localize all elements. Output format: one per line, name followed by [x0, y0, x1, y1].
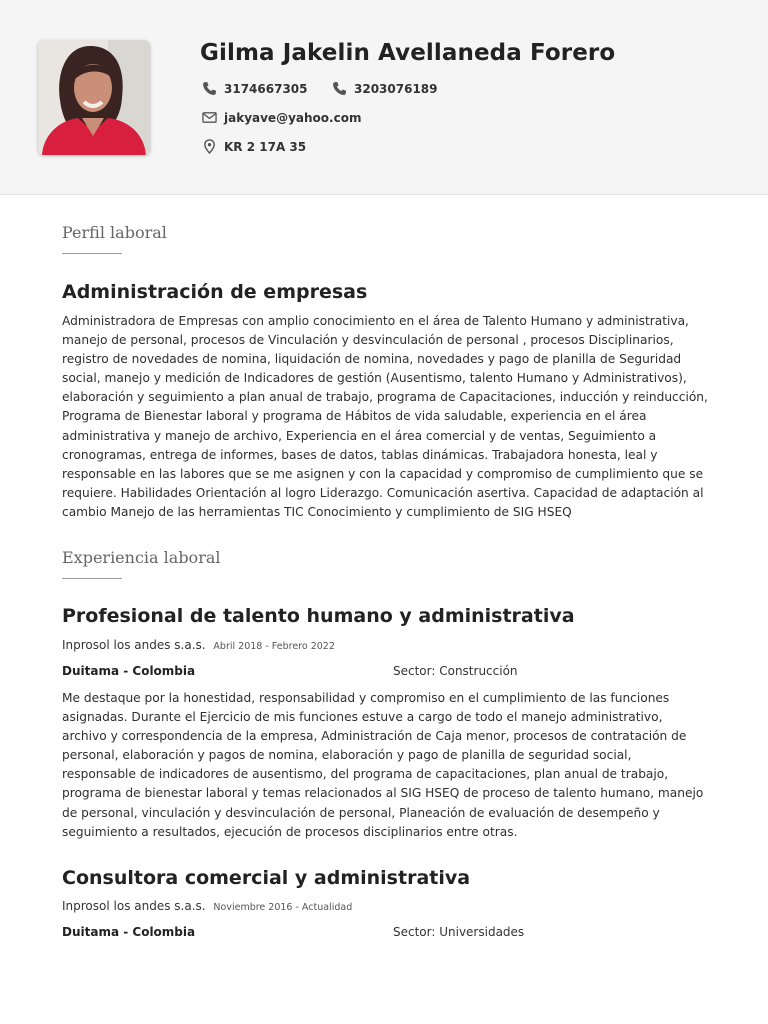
job-sector: Sector: Construcción: [393, 664, 518, 678]
perfil-summary: Administradora de Empresas con amplio conocimiento en el área de Talento Humano y administrativa, manejo de personal, procesos de Vinculación y desvinculación de personal , procesos Disciplinarios, registro de novedades de nomina, liquidación de nomina, novedades y pago de planilla de Seguridad social, manejo y medición de Indicadores de gestión (Ausentismo, talento Humano y Administrativos), elaboración y seguimiento a plan anual de trabajo, programa de Capacitaciones, inducción y reinducción, Programa de Bienestar laboral y programa de Hábitos de vida saludable, experiencia en el área administrativa y manejo de archivo, Experiencia en el área comercial y de ventas, Seguimiento a cronogramas, entrega de informes, bases de datos, tablas dinámicas. Trabajadora honesta, leal y responsable en las labores que se me asignen y con la capacidad y compromiso de cumplimiento que se requiere. Habilidades Orientación al logro Liderazgo. Comunicación asertiva. Capacidad de adaptación al cambio Manejo de las herramientas TIC Conocimiento y cumplimiento de SIG HSEQ: [62, 314, 708, 519]
phone-2-text: 3203076189: [354, 81, 438, 96]
profile-photo: [38, 40, 150, 155]
section-title-perfil: Perfil laboral: [62, 223, 167, 242]
phone-icon: [332, 81, 347, 96]
phone-2[interactable]: [332, 81, 438, 96]
address: [202, 139, 306, 154]
job-location: Duitama - Colombia: [62, 664, 196, 678]
email[interactable]: [202, 110, 361, 125]
location-pin-icon: [202, 139, 217, 154]
job-company: Inprosol los andes s.a.s.: [62, 638, 206, 652]
perfil-heading: Administración de empresas: [62, 281, 368, 303]
portrait-image: [38, 40, 150, 155]
email-text: jakyave@yahoo.com: [224, 110, 362, 125]
address-text: KR 2 17A 35: [224, 139, 307, 154]
envelope-icon: [202, 110, 217, 125]
job-location: Duitama - Colombia: [62, 925, 196, 939]
job-company-line: [62, 638, 335, 652]
job-company: Inprosol los andes s.a.s.: [62, 899, 206, 913]
phone-1[interactable]: [202, 81, 308, 96]
candidate-name: Gilma Jakelin Avellaneda Forero: [200, 40, 616, 66]
job-title: Consultora comercial y administrativa: [62, 867, 471, 889]
section-title-experiencia: Experiencia laboral: [62, 548, 221, 567]
job-description: Me destaque por la honestidad, responsabilidad y compromiso en el cumplimiento de las funciones asignadas. Durante el Ejercicio de mis funciones estuve a cargo de todo el manejo administrativo, archivo y correspondencia de la empresa, Administración de Caja menor, procesos de contratación de personal, elaboración y pagos de nomina, elaboración y pago de planilla de seguridad social, responsable de indicadores de ausentismo, del programa de capacitaciones, plan anual de trabajo, programa de bienestar laboral y temas relacionados al SIG HSEQ de proceso de talento humano, manejo de personal, vinculación y desvinculación de personal, Planeación de evaluación de desempeño y seguimiento a resultados, ejecución de procesos disciplinarios entre otras.: [62, 691, 704, 839]
job-company-line: [62, 899, 352, 913]
job-dates: Abril 2018 - Febrero 2022: [213, 641, 335, 652]
job-sector: Sector: Universidades: [393, 925, 525, 939]
section-divider: [62, 578, 122, 579]
cv-header: [0, 0, 768, 195]
section-divider: [62, 253, 122, 254]
job-dates: Noviembre 2016 - Actualidad: [213, 902, 353, 913]
job-title: Profesional de talento humano y administrativa: [62, 605, 575, 627]
phone-1-text: 3174667305: [224, 81, 308, 96]
phone-icon: [202, 81, 217, 96]
